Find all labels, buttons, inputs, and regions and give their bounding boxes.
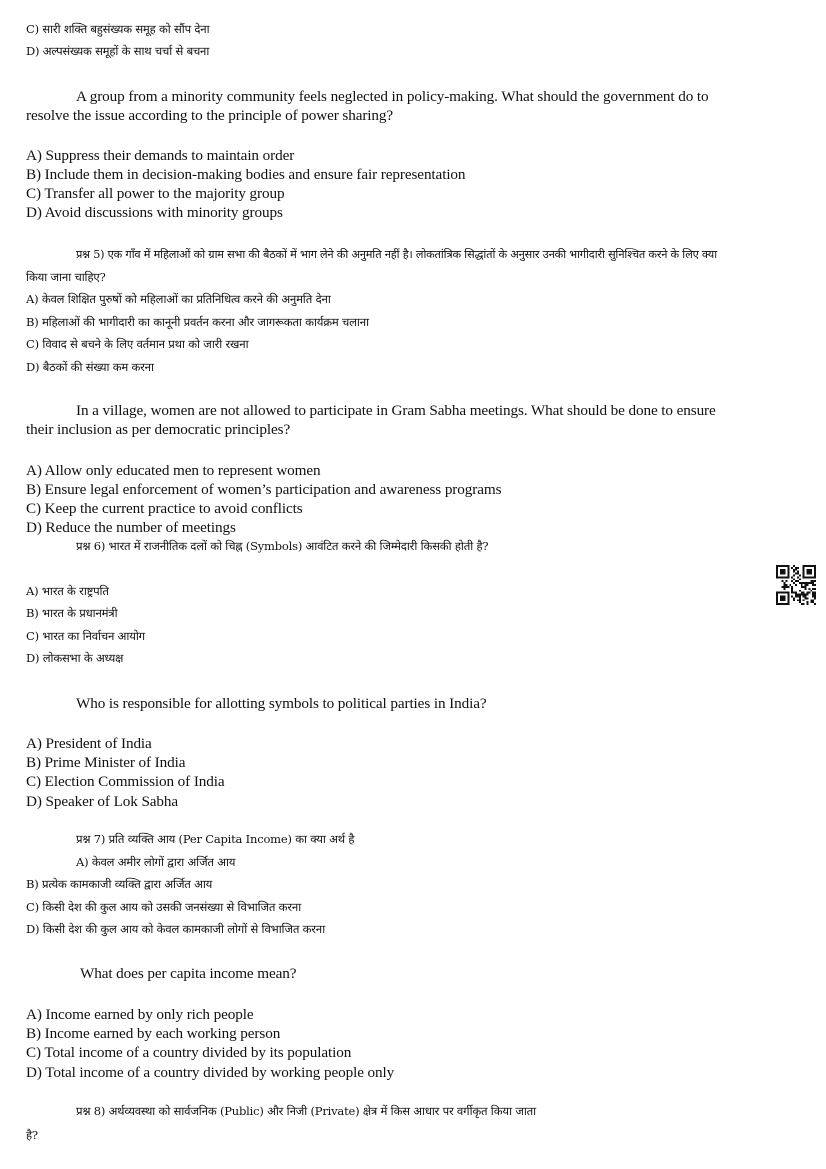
q7-en-option-b: B) Income earned by each working person [26,1025,281,1042]
q5-hi-question-line1: प्रश्न 5) एक गाँव में महिलाओं को ग्राम सभा की बैठकों में भाग लेने की अनुमति नहीं है। लोकतांत्रिक सिद्धांतों के अनुसार उनकी भागीदारी सुनिश्चित करने के लिए क्या [76,248,717,261]
q7-en-option-c: C) Total income of a country divided by its population [26,1044,352,1061]
q4-en-question-line1: A group from a minority community feels neglected in policy-making. What should the government do to [76,88,709,105]
q6-hi-option-d: D) लोकसभा के अध्यक्ष [26,651,124,665]
q4-en-option-a: A) Suppress their demands to maintain order [26,147,295,164]
q5-en-option-a: A) Allow only educated men to represent women [26,462,321,479]
q5-en-question-line1: In a village, women are not allowed to participate in Gram Sabha meetings. What should be done to ensure [76,402,716,419]
q7-en-question: What does per capita income mean? [80,965,297,982]
q5-hi-option-a: A) केवल शिक्षित पुरुषों को महिलाओं का प्रतिनिधित्व करने की अनुमति देना [26,292,331,306]
q5-hi-option-c: C) विवाद से बचने के लिए वर्तमान प्रथा को जारी रखना [26,337,249,351]
q4-en-option-c: C) Transfer all power to the majority group [26,185,285,202]
q6-en-option-b: B) Prime Minister of India [26,754,186,771]
q6-hi-option-a: A) भारत के राष्ट्रपति [26,584,109,598]
q5-hi-question-line2: किया जाना चाहिए? [26,270,106,284]
qr-code-icon [776,565,816,605]
q7-hi-option-c: C) किसी देश की कुल आय को उसकी जनसंख्या से विभाजित करना [26,900,301,914]
q5-hi-option-b: B) महिलाओं की भागीदारी का कानूनी प्रवर्तन करना और जागरूकता कार्यक्रम चलाना [26,315,369,329]
q7-hi-option-d: D) किसी देश की कुल आय को केवल कामकाजी लोगों से विभाजित करना [26,922,325,936]
q4-en-option-b: B) Include them in decision-making bodies and ensure fair representation [26,166,466,183]
q5-en-option-b: B) Ensure legal enforcement of women’s participation and awareness programs [26,481,502,498]
q5-hi-option-d: D) बैठकों की संख्या कम करना [26,360,154,374]
q6-en-option-c: C) Election Commission of India [26,773,225,790]
prev-option-d: D) अल्पसंख्यक समूहों के साथ चर्चा से बचना [26,44,210,58]
q6-en-option-a: A) President of India [26,735,152,752]
q6-hi-question: प्रश्न 6) भारत में राजनीतिक दलों को चिह्न (Symbols) आवंटित करने की जिम्मेदारी किसकी होती है? [76,539,489,553]
q4-en-question-line2: resolve the issue according to the principle of power sharing? [26,107,394,124]
q6-hi-option-c: C) भारत का निर्वाचन आयोग [26,629,145,643]
q4-en-option-d: D) Avoid discussions with minority groups [26,204,283,221]
q5-en-option-d: D) Reduce the number of meetings [26,519,236,536]
q7-hi-option-a: A) केवल अमीर लोगों द्वारा अर्जित आय [76,855,236,869]
q7-hi-question: प्रश्न 7) प्रति व्यक्ति आय (Per Capita Income) का क्या अर्थ है [76,832,355,846]
q6-hi-option-b: B) भारत के प्रधानमंत्री [26,606,118,620]
q5-en-option-c: C) Keep the current practice to avoid conflicts [26,500,303,517]
q7-hi-option-b: B) प्रत्येक कामकाजी व्यक्ति द्वारा अर्जित आय [26,877,213,891]
q7-en-option-d: D) Total income of a country divided by working people only [26,1064,395,1081]
q7-en-option-a: A) Income earned by only rich people [26,1006,254,1023]
prev-option-c: C) सारी शक्ति बहुसंख्यक समूह को सौंप देना [26,22,210,36]
q8-hi-question-line2: है? [26,1128,38,1142]
q5-en-question-line2: their inclusion as per democratic principles? [26,421,291,438]
q6-en-question: Who is responsible for allotting symbols to political parties in India? [76,695,487,712]
q6-en-option-d: D) Speaker of Lok Sabha [26,793,179,810]
q8-hi-question-line1: प्रश्न 8) अर्थव्यवस्था को सार्वजनिक (Public) और निजी (Private) क्षेत्र में किस आधार पर वर्गीकृत किया जाता [76,1104,536,1118]
